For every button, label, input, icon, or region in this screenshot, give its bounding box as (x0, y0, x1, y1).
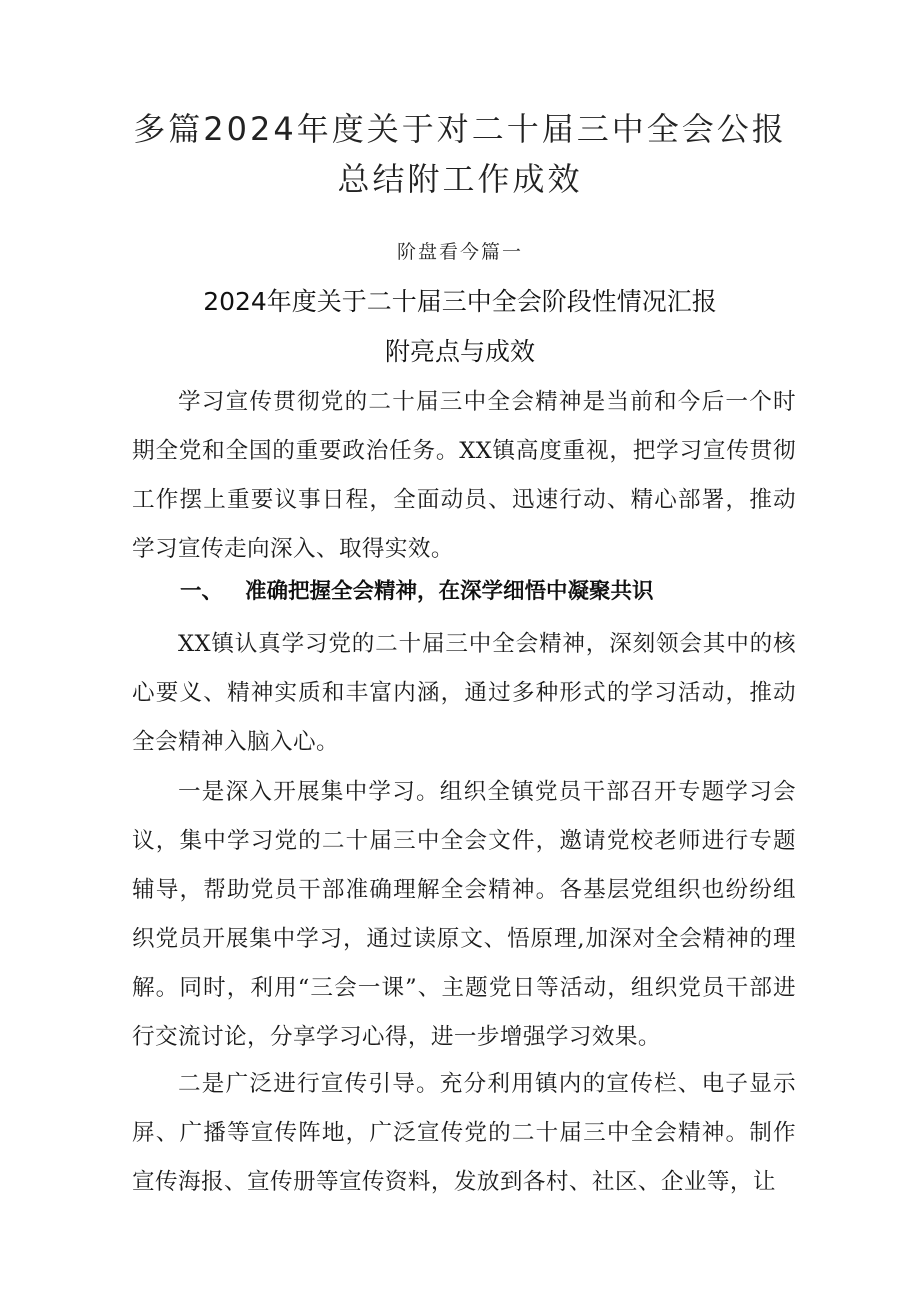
section-heading-text: 准确把握全会精神，在深学细悟中凝聚共识 (245, 579, 654, 604)
body-paragraph-two: 二是广泛进行宣传引导。充分利用镇内的宣传栏、电子显示屏、广播等宣传阵地，广泛宣传党的二十届三中全会精神。制作宣传海报、宣传册等宣传资料，发放到各村、社区、企业等，让 (132, 1071, 796, 1195)
section-label: 阶盘看今篇一 (396, 241, 523, 263)
body-paragraph-one: 一是深入开展集中学习。组织全镇党员干部召开专题学习会议，集中学习党的二十届三中全会文件，邀请党校老师进行专题辅导，帮助党员干部准确理解全会精神。各基层党组织也纷纷组织党员开展集中学习，通过读原文、悟原理,加深对全会精神的理解。同时，利用“三会一课”、主题党日等活动，组织党员干部进行交流讨论，分享学习心得，进一步增强学习效果。 (132, 779, 796, 1050)
document-title-line-2: 总结附工作成效 (337, 160, 583, 198)
document-title-line-1: 多篇2024年度关于对二十届三中全会公报 (133, 110, 787, 148)
body-paragraph-xx: XX镇认真学习党的二十届三中全会精神，深刻领会其中的核心要义、精神实质和丰富内涵，通过多种形式的学习活动，推动全会精神入脑入心。 (132, 631, 796, 755)
subtitle-line-1: 2024年度关于二十届三中全会阶段性情况汇报 (203, 287, 717, 316)
subtitle-line-2: 附亮点与成效 (384, 337, 535, 366)
section-heading-1 (180, 581, 654, 603)
section-heading-number: 一、 (180, 579, 224, 604)
intro-paragraph: 学习宣传贯彻党的二十届三中全会精神是当前和今后一个时期全党和全国的重要政治任务。XX镇高度重视，把学习宣传贯彻工作摆上重要议事日程，全面动员、迅速行动、精心部署，推动学习宣传走向深入、取得实效。 (132, 389, 796, 562)
